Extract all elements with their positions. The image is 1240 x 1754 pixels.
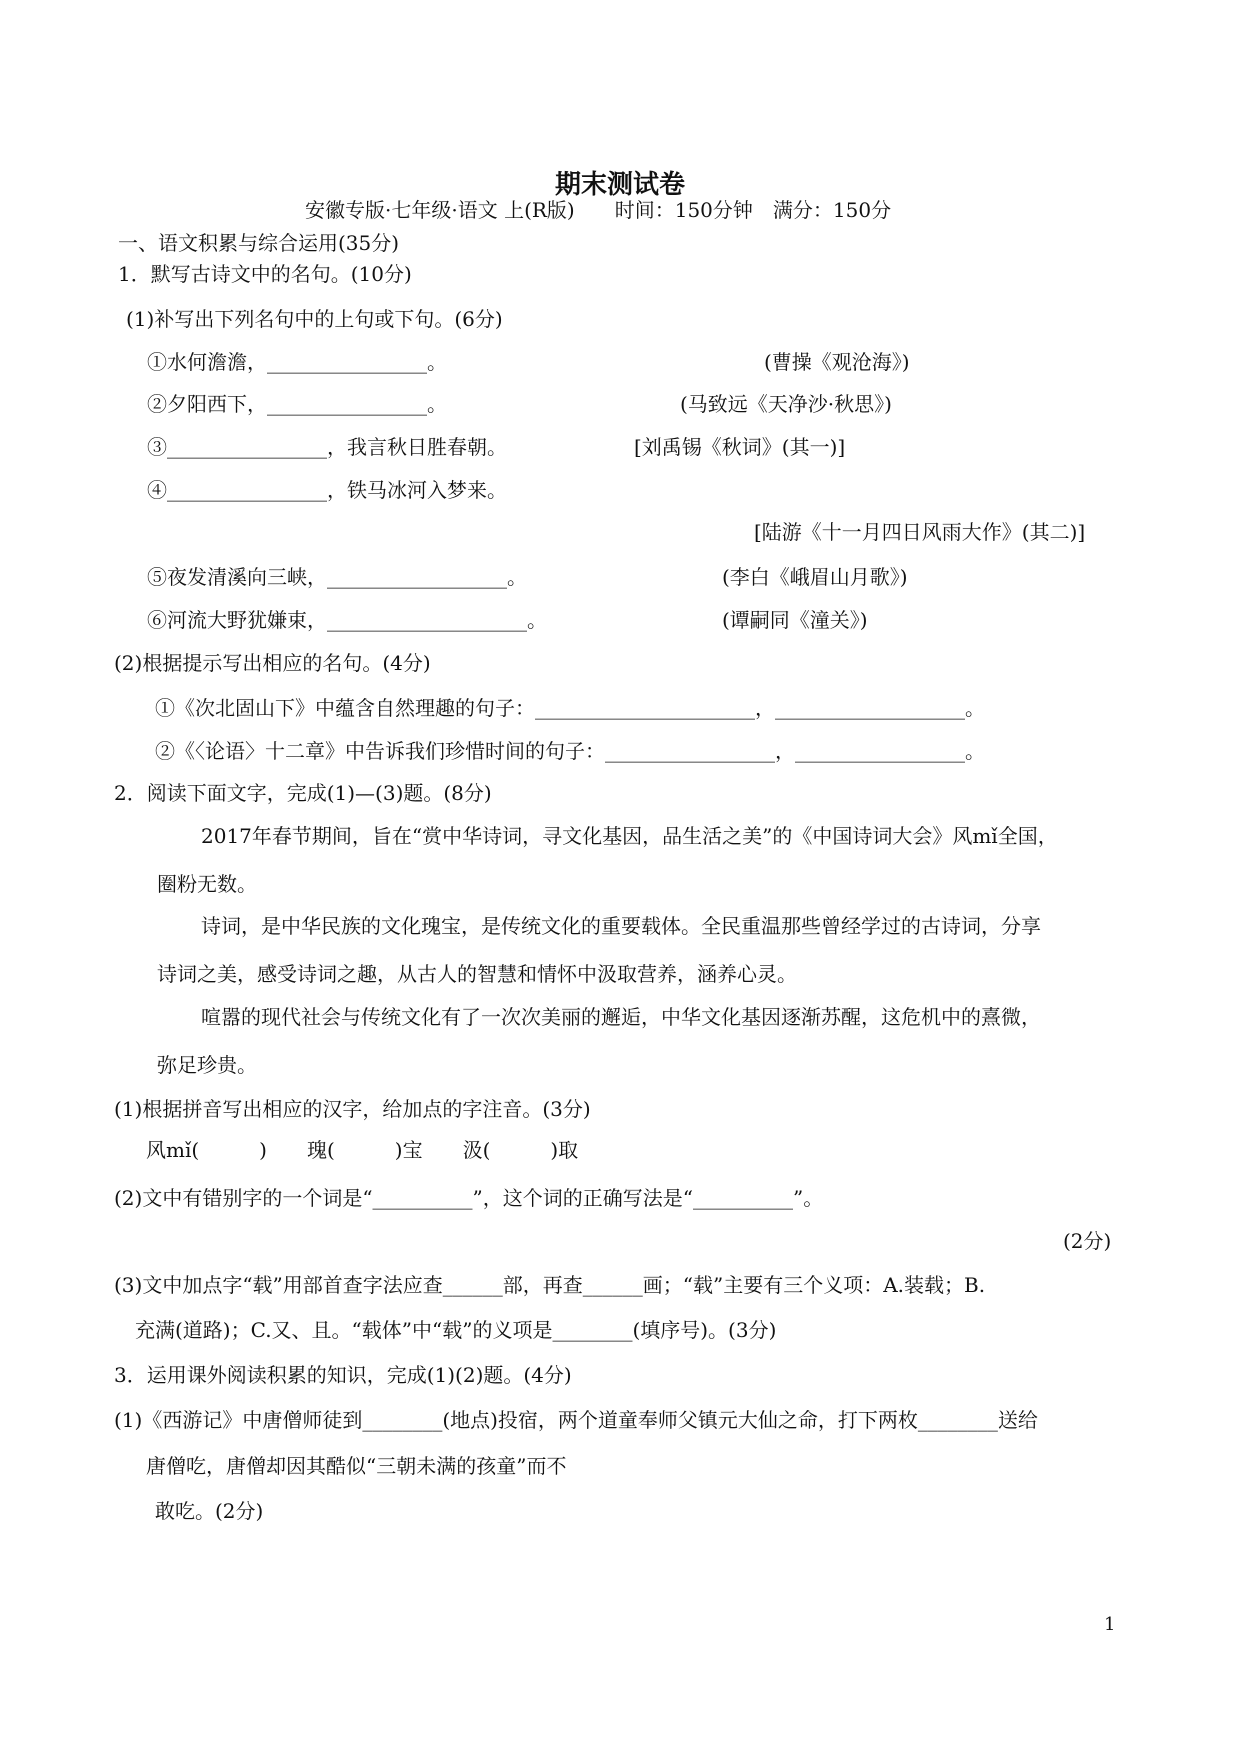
- passage-line: 诗词之美，感受诗词之趣，从古人的智慧和情怀中汲取营养，涵养心灵。: [157, 962, 797, 986]
- question-2-part-1-heading: (1)根据拼音写出相应的汉字，给加点的字注音。(3分): [114, 1097, 591, 1121]
- poem-source: (曹操《观沧海》): [764, 350, 910, 374]
- section-heading: 一、语文积累与综合运用(35分): [118, 231, 400, 255]
- question-1-heading: 1．默写古诗文中的名句。(10分): [118, 262, 412, 286]
- passage-line: 喧嚣的现代社会与传统文化有了一次次美丽的邂逅，中华文化基因逐渐苏醒，这危机中的熹微，: [201, 1005, 1041, 1029]
- question-2-part-2: (2)文中有错别字的一个词是“__________”，这个词的正确写法是“__________”。: [114, 1186, 824, 1210]
- question-2-heading: 2．阅读下面文字，完成(1)—(3)题。(8分): [114, 781, 492, 805]
- fill-in-item: ⑤夜发清溪向三峡，__________________。: [147, 565, 527, 589]
- passage-line: 诗词，是中华民族的文化瑰宝，是传统文化的重要载体。全民重温那些曾经学过的古诗词，分享: [201, 914, 1041, 938]
- poem-source: (谭嗣同《潼关》): [722, 608, 868, 632]
- fill-in-item: ③________________，我言秋日胜春朝。: [147, 435, 507, 459]
- page-number: 1: [1104, 1614, 1116, 1635]
- question-3-part-1-cont: 敢吃。(2分): [155, 1499, 264, 1523]
- question-3-heading: 3．运用课外阅读积累的知识，完成(1)(2)题。(4分): [114, 1363, 572, 1387]
- exam-subtitle: 安徽专版·七年级·语文 上(R版) 时间：150分钟 满分：150分: [305, 198, 892, 222]
- passage-line: 弥足珍贵。: [157, 1053, 257, 1077]
- poem-source: [刘禹锡《秋词》(其一)]: [634, 435, 846, 459]
- question-3-part-1: (1)《西游记》中唐僧师徒到________(地点)投宿，两个道童奉师父镇元大仙之命，打下两枚________送给: [114, 1408, 1038, 1432]
- fill-in-item: ⑥河流大野犹嫌束，____________________。: [147, 608, 547, 632]
- fill-in-item: ①水何澹澹，________________。: [147, 350, 447, 374]
- question-2-part-3: (3)文中加点字“载”用部首查字法应查______部，再查______画；“载”主要有三个义项：A.装载；B.: [114, 1273, 986, 1297]
- question-1-part-1-heading: (1)补写出下列名句中的上句或下句。(6分): [126, 307, 503, 331]
- question-2-part-3-cont: 充满(道路)；C.又、且。“载体”中“载”的义项是________(填序号)。(3分): [135, 1318, 777, 1342]
- fill-in-item: ②《〈论语〉十二章》中告诉我们珍惜时间的句子：_________________，_________________。: [155, 739, 985, 763]
- poem-source: (李白《峨眉山月歌》): [722, 565, 908, 589]
- fill-in-item: ①《次北固山下》中蕴含自然理趣的句子：______________________，___________________。: [155, 696, 985, 720]
- poem-source: [陆游《十一月四日风雨大作》(其二)]: [754, 520, 1086, 544]
- question-3-part-1-cont: 唐僧吃，唐僧却因其酷似“三朝未满的孩童”而不: [146, 1454, 567, 1478]
- page-title: 期末测试卷: [554, 170, 685, 200]
- fill-in-item: ②夕阳西下，________________。: [147, 392, 447, 416]
- score-note: (2分): [1063, 1229, 1112, 1253]
- fill-in-item: ④________________，铁马冰河入梦来。: [147, 478, 507, 502]
- passage-line: 2017年春节期间，旨在“赏中华诗词，寻文化基因，品生活之美”的《中国诗词大会》风mǐ全国，: [201, 824, 1058, 848]
- poem-source: (马致远《天净沙·秋思》): [680, 392, 892, 416]
- passage-line: 圈粉无数。: [157, 872, 257, 896]
- pinyin-blanks: 风mǐ( ) 瑰( )宝 汲( )取: [146, 1138, 579, 1162]
- question-1-part-2-heading: (2)根据提示写出相应的名句。(4分): [114, 651, 431, 675]
